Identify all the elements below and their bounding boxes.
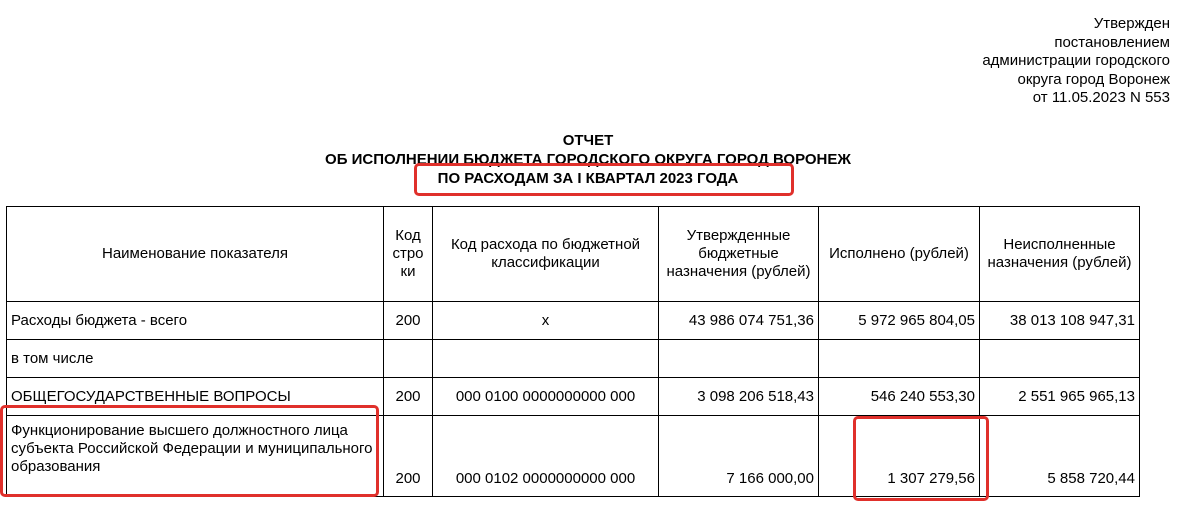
cell-expense-code: 000 0102 0000000000 000	[433, 416, 659, 497]
cell-row-code: 200	[384, 378, 433, 416]
report-title	[0, 131, 1176, 188]
cell-row-code	[384, 340, 433, 378]
table-row	[7, 378, 1140, 416]
cell-expense-code: x	[433, 302, 659, 340]
cell-unexecuted: 5 858 720,44	[980, 416, 1140, 497]
title-line-2: ОБ ИСПОЛНЕНИИ БЮДЖЕТА ГОРОДСКОГО ОКРУГА ГОРОД ВОРОНЕЖ	[325, 151, 851, 168]
approval-stamp	[982, 15, 1170, 108]
header-name: Наименование показателя	[7, 207, 384, 302]
table-row	[7, 340, 1140, 378]
cell-unexecuted: 2 551 965 965,13	[980, 378, 1140, 416]
header-executed: Исполнено (рублей)	[819, 207, 980, 302]
cell-approved	[659, 340, 819, 378]
cell-name: в том числе	[7, 340, 384, 378]
cell-name: ОБЩЕГОСУДАРСТВЕННЫЕ ВОПРОСЫ	[7, 378, 384, 416]
table-row	[7, 416, 1140, 497]
cell-row-code: 200	[384, 416, 433, 497]
expense-report-table	[6, 206, 1140, 497]
cell-expense-code: 000 0100 0000000000 000	[433, 378, 659, 416]
cell-approved: 43 986 074 751,36	[659, 302, 819, 340]
header-approved: Утвержденные бюджетные назначения (рублей)	[659, 207, 819, 302]
cell-executed: 1 307 279,56	[819, 416, 980, 497]
table-row	[7, 302, 1140, 340]
approval-line: от 11.05.2023 N 553	[1032, 89, 1170, 106]
approval-line: постановлением	[1054, 33, 1170, 51]
cell-unexecuted	[980, 340, 1140, 378]
cell-approved: 7 166 000,00	[659, 416, 819, 497]
cell-executed	[819, 340, 980, 378]
title-line-3: ПО РАСХОДАМ ЗА I КВАРТАЛ 2023 ГОДА	[437, 170, 739, 187]
approval-line: администрации городского	[982, 52, 1170, 69]
approval-line: округа город Воронеж	[1017, 70, 1170, 88]
cell-approved: 3 098 206 518,43	[659, 378, 819, 416]
title-line-1: ОТЧЕТ	[562, 132, 614, 149]
table-header-row	[7, 207, 1140, 302]
cell-executed: 5 972 965 804,05	[819, 302, 980, 340]
header-expense-code: Код расхода по бюджетной классификации	[433, 207, 659, 302]
cell-unexecuted: 38 013 108 947,31	[980, 302, 1140, 340]
cell-executed: 546 240 553,30	[819, 378, 980, 416]
approval-line: Утвержден	[1093, 15, 1170, 32]
cell-row-code: 200	[384, 302, 433, 340]
cell-name: Функционирование высшего должностного лица субъекта Российской Федерации и муниципального образования	[7, 416, 384, 497]
cell-name: Расходы бюджета - всего	[7, 302, 384, 340]
cell-expense-code	[433, 340, 659, 378]
header-unexecuted: Неисполненные назначения (рублей)	[980, 207, 1140, 302]
header-row-code: Код стро ки	[384, 207, 433, 302]
